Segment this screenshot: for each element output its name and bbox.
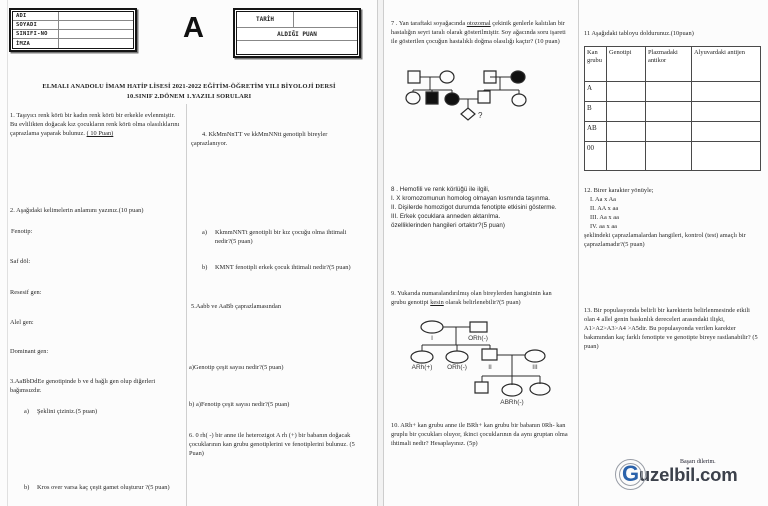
question-12-tail: şeklindeki çaprazlamalardan hangileri, kontrol (test) amaçlı bir çaprazlamadır?(5 puan) bbox=[584, 232, 746, 248]
pedigree-diagram-q9 bbox=[394, 318, 564, 410]
blood-group-label: ORh(-) bbox=[468, 335, 488, 342]
class-no-label: SINIFI-NO bbox=[13, 30, 59, 38]
male-symbol bbox=[470, 322, 487, 332]
question-8-item-1: I. X kromozomunun homolog olmayan kısmında taşınma. bbox=[391, 195, 551, 202]
question-8-item-3: III. Erkek çocuklara anneden aktarılma. bbox=[391, 213, 501, 220]
surname-label: SOYADI bbox=[13, 21, 59, 29]
question-12-item-1: I. Aa x Aa bbox=[590, 196, 617, 203]
affected-male-symbol bbox=[426, 92, 438, 104]
blood-group-table bbox=[584, 46, 761, 171]
date-label: TARİH bbox=[237, 12, 294, 27]
guzelbil-brand bbox=[622, 463, 737, 486]
female-symbol bbox=[446, 351, 468, 363]
student-row-class-no bbox=[13, 30, 133, 39]
question-8-line: özelliklerinden hangileri ortaktır?(5 puan) bbox=[391, 222, 505, 229]
male-symbol bbox=[475, 382, 488, 393]
question-5a: a)Genotip çeşit sayısı nedir?(5 puan) bbox=[189, 364, 284, 371]
question-6: 6. 0 rh( -) bir anne ile heterozigot A rh (+) bir babanın doğacak çocuklarının kan grubu genotiplerini ve fenotiplerini bulunuz. (5 Puan) bbox=[189, 432, 355, 457]
question-11: 11 Aşağıdaki tabloyu doldurunuz.(10puan) bbox=[584, 30, 694, 37]
male-symbol bbox=[482, 349, 497, 360]
question-9 bbox=[391, 289, 566, 307]
question-4a-text: KkmmNNTt genotipli bir kız çocuğu olma ihtimali nedir?(5 puan) bbox=[215, 229, 347, 245]
col-header-genotipi: Genotipi bbox=[607, 47, 646, 82]
exam-title bbox=[8, 82, 370, 102]
student-row-surname bbox=[13, 21, 133, 30]
table-row bbox=[585, 122, 761, 142]
col-header-alyuvardaki-antijen: Alyuvardaki antijen bbox=[692, 47, 761, 82]
question-3a-label: a) bbox=[24, 408, 29, 415]
col-header-plazmadaki-antikor: Plazmadaki antikor bbox=[646, 47, 692, 82]
exam-title-line2: 10.SINIF 2.DÖNEM 1.YAZILI SORULARI bbox=[126, 93, 252, 100]
row-label-A: A bbox=[585, 82, 607, 102]
question-1-text: 1. Taşıyıcı renk körü bir kadın renk körü bir erkekle evlenmiştir. Bu evlilikten doğacak kız çocukların renk körü olma olasılıklarını çaprazlama yaparak bulunuz. bbox=[10, 112, 180, 137]
female-symbol bbox=[530, 383, 550, 395]
question-9-underlined-word: kesin bbox=[430, 299, 444, 306]
name-label: ADI bbox=[13, 12, 59, 20]
pedigree-diagram-q7 bbox=[399, 64, 551, 124]
question-4: 4. KkMmNnTT ve kkMmNNtt genotipli bireyler çaprazlanıyor. bbox=[191, 131, 328, 147]
student-row-signature bbox=[13, 39, 133, 48]
term-resesif-gen: Resesif gen: bbox=[10, 289, 42, 296]
footer-logo bbox=[620, 455, 768, 503]
term-alel-gen: Alel gen: bbox=[10, 319, 34, 326]
question-8-item-2: II. Dişilerde homozigot durumda fenotipte etkisini gösterme. bbox=[391, 204, 557, 211]
female-symbol bbox=[406, 92, 420, 104]
question-4a bbox=[202, 228, 360, 246]
question-12-item-3: III. Aa x aa bbox=[590, 214, 619, 221]
brand-rest-text: uzelbil.com bbox=[638, 464, 738, 485]
row-label-AB: AB bbox=[585, 122, 607, 142]
table-header-row bbox=[585, 47, 761, 82]
booklet-letter: A bbox=[183, 12, 204, 44]
question-9-text-post: olarak belirlenebilir?(5 puan) bbox=[443, 299, 521, 306]
question-3a bbox=[24, 407, 174, 416]
table-cell-empty bbox=[692, 102, 761, 122]
question-8-line: 8 . Hemofili ve renk körlüğü ile ilgili, bbox=[391, 186, 490, 193]
question-3a-text: Şeklini çiziniz.(5 puan) bbox=[37, 408, 98, 415]
question-3b-text: Kros over varsa kaç çeşit gamet oluşturur ?(5 puan) bbox=[37, 484, 170, 491]
term-dominant-gen: Dominant gen: bbox=[10, 348, 49, 355]
table-cell-empty bbox=[692, 122, 761, 142]
question-12-item-2: II. AA x aa bbox=[590, 205, 619, 212]
table-cell-empty bbox=[646, 82, 692, 102]
question-mark-label: ? bbox=[478, 111, 483, 120]
column-divider-right-page bbox=[578, 0, 579, 506]
table-cell-empty bbox=[692, 82, 761, 102]
blood-group-label: ORh(-) bbox=[447, 364, 467, 371]
question-7-underlined-word: otozomal bbox=[466, 20, 491, 27]
question-12 bbox=[584, 186, 764, 249]
date-score-box bbox=[233, 8, 361, 58]
page-gap bbox=[377, 0, 384, 506]
term-fenotip: Fenotip: bbox=[11, 228, 33, 235]
question-1-points: ( 10 Puan) bbox=[86, 130, 114, 137]
student-info-box bbox=[9, 8, 137, 52]
female-symbol bbox=[512, 94, 526, 106]
unknown-sex-symbol bbox=[461, 108, 475, 120]
question-3: 3.AaBbDdEe genotipinde b ve d bağlı gen olup diğerleri bağımsızdır. bbox=[10, 378, 156, 394]
table-cell-empty bbox=[646, 142, 692, 171]
female-symbol bbox=[421, 321, 443, 333]
female-symbol bbox=[411, 351, 433, 363]
table-cell-empty bbox=[607, 82, 646, 102]
male-symbol bbox=[408, 71, 420, 83]
table-cell-empty bbox=[646, 102, 692, 122]
row-label-00: 00 bbox=[585, 142, 607, 171]
table-cell-empty bbox=[692, 142, 761, 171]
question-7 bbox=[391, 19, 569, 46]
affected-female-symbol bbox=[445, 93, 459, 105]
male-symbol bbox=[478, 91, 490, 103]
table-row bbox=[585, 102, 761, 122]
individual-label-III: III bbox=[532, 364, 538, 371]
table-row bbox=[585, 142, 761, 171]
signature-label: İMZA bbox=[13, 39, 59, 48]
term-saf-dol: Saf döl: bbox=[10, 258, 31, 265]
question-5: 5.Aabb ve AaBb çaprazlamasından bbox=[191, 303, 282, 310]
question-4b bbox=[202, 263, 367, 272]
table-row bbox=[585, 82, 761, 102]
table-cell-empty bbox=[607, 142, 646, 171]
question-8 bbox=[391, 185, 567, 230]
question-3b bbox=[24, 483, 179, 492]
female-symbol bbox=[440, 71, 454, 83]
student-row-name bbox=[13, 12, 133, 21]
individual-label-I: I bbox=[431, 335, 433, 342]
question-12-lead: 12. Birer karakter yönüyle; bbox=[584, 187, 654, 194]
female-symbol bbox=[525, 350, 545, 362]
affected-female-symbol bbox=[511, 71, 525, 83]
individual-label-II: II bbox=[488, 364, 492, 371]
question-12-item-4: IV. aa x aa bbox=[590, 223, 618, 230]
question-3b-label: b) bbox=[24, 484, 30, 491]
question-2: 2. Aşağıdaki kelimelerin anlamını yazınız.(10 puan) bbox=[10, 207, 144, 214]
score-label: ALDIĞI PUAN bbox=[237, 28, 357, 41]
table-cell-empty bbox=[646, 122, 692, 142]
question-9-text-pre: 9. Yukarıda numaralandırılmış olan bireylerden hangisinin kan grubu genotipi bbox=[391, 290, 552, 306]
question-7-text-pre: 7 . Yan taraftaki soyağacında bbox=[391, 20, 467, 27]
blood-group-label: ARh(+) bbox=[411, 364, 433, 371]
page-left-edge bbox=[7, 0, 8, 506]
female-symbol bbox=[502, 384, 522, 396]
score-blank-field bbox=[237, 41, 357, 54]
teacher-wish-note: Başarı dilerim. bbox=[680, 459, 716, 465]
question-13: 13. Bir populasyonda belirli bir karekterin belirlenmesinde etkili olan 4 allel genin baskınlık dereceleri arasındaki ilişki, A1>A2>A3>A4 >A5dir. Bu populasyonda verilen karekter bakımından kaç farklı fenotipte ve genotipte bireye rastlanabilir? (5 puan) bbox=[584, 307, 758, 350]
row-label-B: B bbox=[585, 102, 607, 122]
question-1 bbox=[10, 111, 180, 138]
table-cell-empty bbox=[607, 102, 646, 122]
brand-g-mark: G bbox=[622, 461, 639, 486]
blood-group-label: ABRh(-) bbox=[500, 399, 524, 406]
table-cell-empty bbox=[607, 122, 646, 142]
question-5b: b) a)Fenotip çeşit sayısı nedir?(5 puan) bbox=[189, 401, 290, 408]
col-header-kan-grubu: Kan grubu bbox=[585, 47, 607, 82]
question-4a-label: a) bbox=[202, 229, 207, 236]
question-4b-label: b) bbox=[202, 264, 208, 271]
question-4b-text: KMNT fenotipli erkek çocuk ihtimali nedir?(5 puan) bbox=[215, 264, 351, 271]
column-divider-left-page bbox=[186, 104, 187, 506]
question-7-text-post: çekinik genlerle kalıtılan bir hastalığın seyri taralı olarak gösterilmiştir. Soy ağacında soru işareti ile gösterilen çocuğun hastalıklı doğma olasılığı kaçtır? (10 puan) bbox=[391, 20, 566, 45]
question-10: 10. ARh+ kan grubu anne ile BRh+ kan grubu bir babanın 0Rh- kan gruplu bir çocukları oluyor, ikinci çocuklarının da aynı gruptan olma ihtimali nedir? Hesaplayınız. (5p) bbox=[391, 422, 568, 447]
date-row bbox=[237, 12, 357, 28]
exam-title-line1: ELMALI ANADOLU İMAM HATİP LİSESİ 2021-2022 EĞİTİM-ÖĞRETİM YILI BİYOLOJİ DERSİ bbox=[42, 83, 336, 90]
